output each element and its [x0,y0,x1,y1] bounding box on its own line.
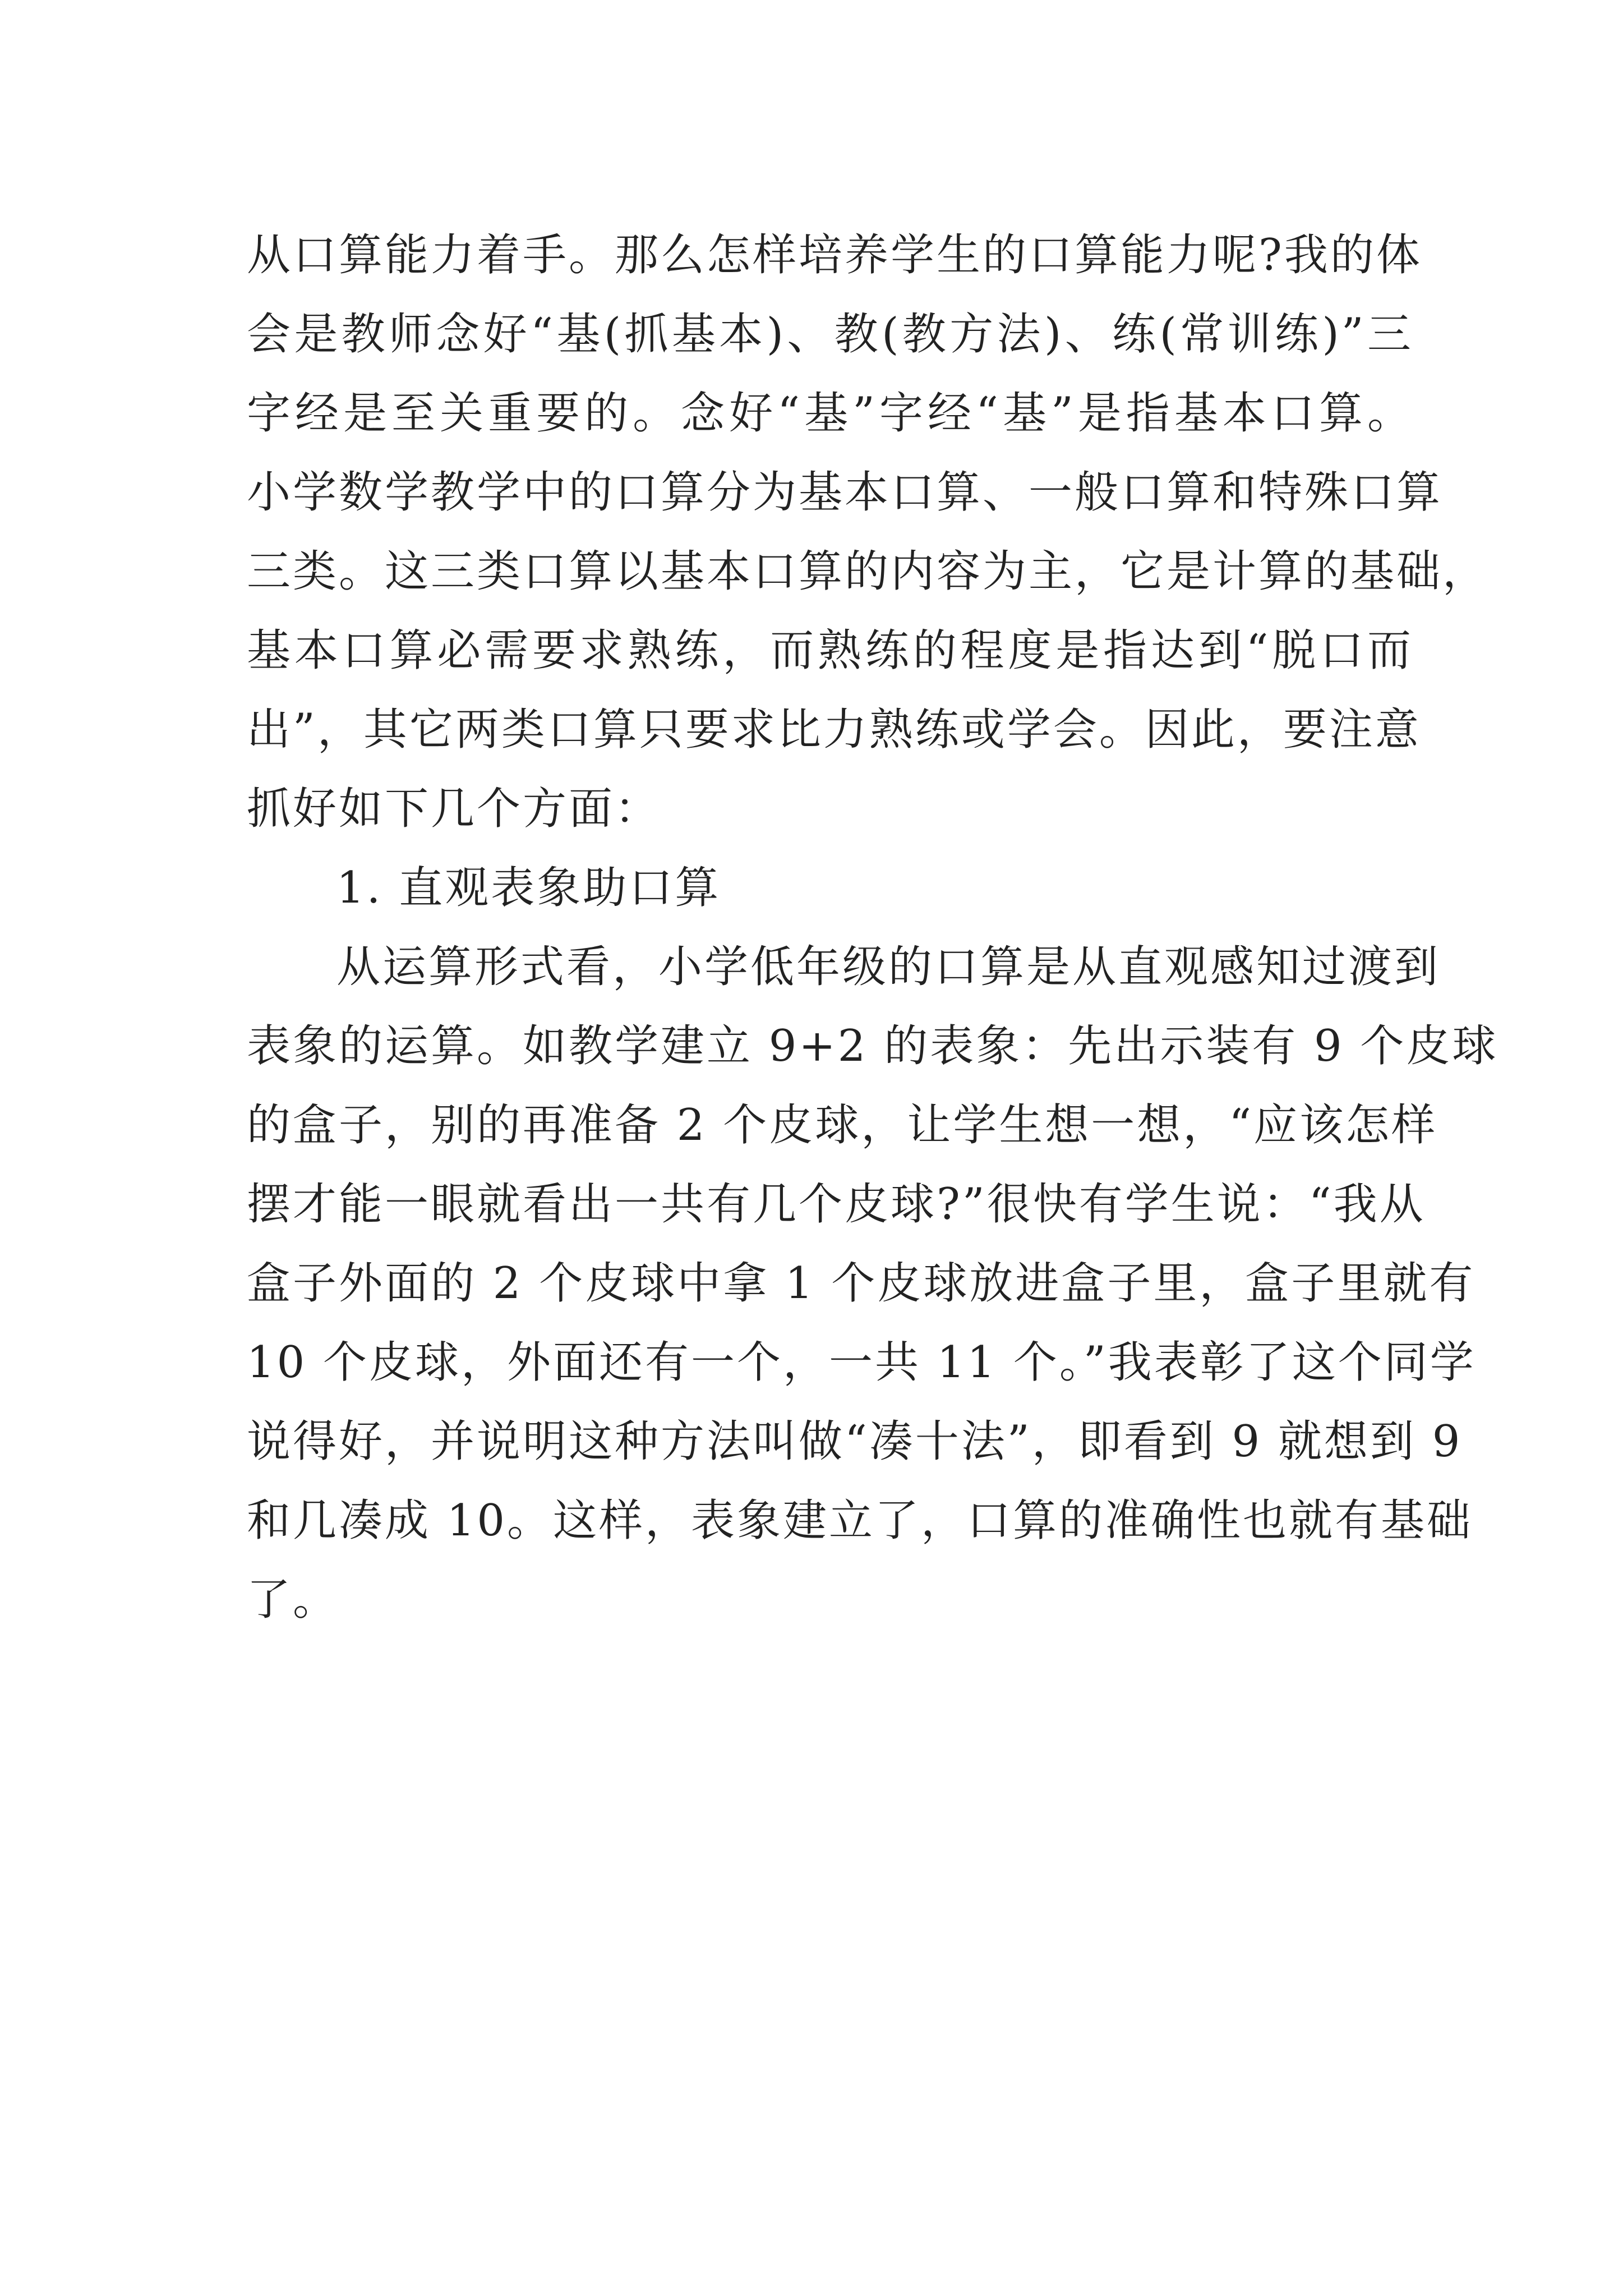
text-line: 小学数学教学中的口算分为基本口算、一般口算和特殊口算 [247,467,1443,518]
text-line: 表象的运算。如教学建立 9+2 的表象：先出示装有 9 个皮球 [247,1021,1498,1071]
text-line: 抓好如下几个方面： [247,784,661,834]
text-line: 会是教师念好“基(抓基本)、教(教方法)、练(常训练)”三 [247,309,1413,360]
text-line: 10 个皮球，外面还有一个，一共 11 个。”我表彰了这个同学 [247,1337,1476,1388]
text-line: 从运算形式看，小学低年级的口算是从直观感知过渡到 [336,942,1441,992]
section-heading: 1. 直观表象助口算 [336,863,721,913]
text-line: 说得好，并说明这种方法叫做“凑十法”，即看到 9 就想到 9 [247,1416,1463,1467]
text-line: 基本口算必需要求熟练，而熟练的程度是指达到“脱口而 [247,625,1413,676]
text-line: 摆才能一眼就看出一共有几个皮球?”很快有学生说：“我从 [247,1179,1426,1230]
text-line: 的盒子，别的再准备 2 个皮球，让学生想一想，“应该怎样 [247,1100,1438,1151]
text-line: 字经是至关重要的。念好“基”字经“基”是指基本口算。 [247,388,1413,439]
text-line: 盒子外面的 2 个皮球中拿 1 个皮球放进盒子里，盒子里就有 [247,1258,1476,1309]
document-body [247,216,1498,1640]
text-line: 三类。这三类口算以基本口算的内容为主，它是计算的基础， [247,546,1489,597]
text-line: 和几凑成 10。这样，表象建立了，口算的准确性也就有基础 [247,1496,1473,1546]
text-line: 了。 [247,1575,339,1625]
text-line: 出”，其它两类口算只要求比力熟练或学会。因此，要注意 [247,705,1421,755]
text-line: 从口算能力着手。那么怎样培养学生的口算能力呢?我的体 [247,230,1422,280]
